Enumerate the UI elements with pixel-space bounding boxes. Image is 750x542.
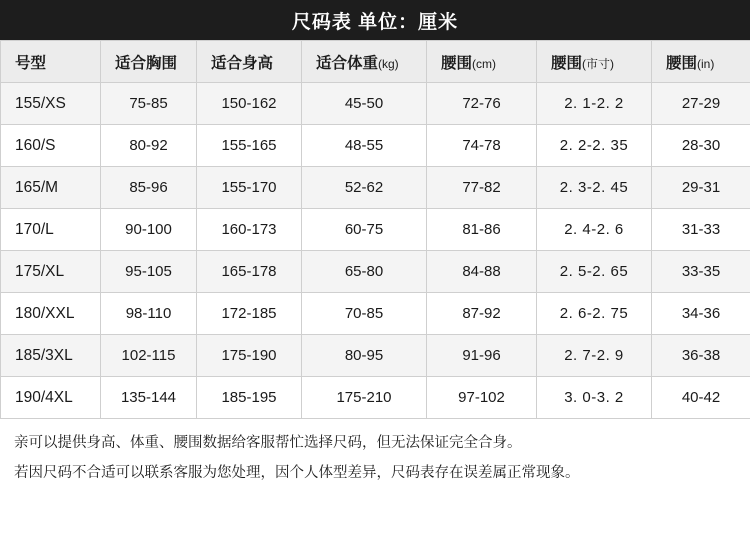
cell-bust: 75-85 [101, 83, 197, 125]
cell-bust: 95-105 [101, 251, 197, 293]
cell-waist-cun: 2. 6-2. 75 [537, 293, 652, 335]
cell-waist-in: 33-35 [652, 251, 750, 293]
notes-section [0, 419, 750, 485]
cell-weight: 52-62 [302, 167, 427, 209]
cell-size: 180/XXL [1, 293, 101, 335]
cell-height: 175-190 [197, 335, 302, 377]
cell-waist-cun: 2. 2-2. 35 [537, 125, 652, 167]
cell-waist-cm: 74-78 [427, 125, 537, 167]
column-header-bust: 适合胸围 [101, 41, 197, 83]
cell-weight: 175-210 [302, 377, 427, 419]
cell-weight: 80-95 [302, 335, 427, 377]
table-row [1, 209, 750, 251]
column-header-waist-in: 腰围(in) [652, 41, 750, 83]
cell-waist-in: 36-38 [652, 335, 750, 377]
column-unit: (kg) [378, 56, 399, 71]
cell-bust: 98-110 [101, 293, 197, 335]
cell-waist-cm: 87-92 [427, 293, 537, 335]
size-chart-table [0, 40, 750, 419]
cell-bust: 135-144 [101, 377, 197, 419]
column-unit: (cm) [472, 56, 497, 71]
cell-waist-cm: 97-102 [427, 377, 537, 419]
page-title-bar [0, 0, 750, 40]
column-unit: (in) [697, 56, 715, 71]
table-header-row [1, 41, 750, 83]
cell-bust: 90-100 [101, 209, 197, 251]
cell-size: 190/4XL [1, 377, 101, 419]
cell-bust: 102-115 [101, 335, 197, 377]
note-line-1: 亲可以提供身高、体重、腰围数据给客服帮忙选择尺码，但无法保证完全合身。 [14, 435, 522, 451]
table-row [1, 83, 750, 125]
column-header-height: 适合身高 [197, 41, 302, 83]
cell-waist-cm: 72-76 [427, 83, 537, 125]
cell-waist-in: 40-42 [652, 377, 750, 419]
table-row [1, 167, 750, 209]
table-row [1, 335, 750, 377]
cell-waist-cm: 81-86 [427, 209, 537, 251]
cell-height: 185-195 [197, 377, 302, 419]
cell-waist-cm: 91-96 [427, 335, 537, 377]
cell-height: 172-185 [197, 293, 302, 335]
table-row [1, 377, 750, 419]
cell-waist-cun: 2. 3-2. 45 [537, 167, 652, 209]
cell-size: 165/M [1, 167, 101, 209]
cell-waist-in: 29-31 [652, 167, 750, 209]
cell-waist-cun: 2. 7-2. 9 [537, 335, 652, 377]
cell-waist-cun: 3. 0-3. 2 [537, 377, 652, 419]
cell-waist-cm: 84-88 [427, 251, 537, 293]
cell-waist-in: 34-36 [652, 293, 750, 335]
note-line-2: 若因尺码不合适可以联系客服为您处理，因个人体型差异，尺码表存在误差属正常现象。 [14, 464, 580, 481]
cell-bust: 85-96 [101, 167, 197, 209]
table-body [1, 83, 750, 419]
table-row [1, 251, 750, 293]
cell-height: 150-162 [197, 83, 302, 125]
cell-weight: 45-50 [302, 83, 427, 125]
cell-waist-in: 27-29 [652, 83, 750, 125]
cell-weight: 65-80 [302, 251, 427, 293]
page-title: 尺码表 单位：厘米 [291, 11, 459, 33]
cell-height: 155-170 [197, 167, 302, 209]
cell-size: 155/XS [1, 83, 101, 125]
cell-size: 185/3XL [1, 335, 101, 377]
cell-waist-in: 28-30 [652, 125, 750, 167]
cell-waist-cm: 77-82 [427, 167, 537, 209]
column-unit: (市寸) [582, 56, 615, 71]
cell-weight: 48-55 [302, 125, 427, 167]
cell-bust: 80-92 [101, 125, 197, 167]
cell-size: 175/XL [1, 251, 101, 293]
cell-size: 160/S [1, 125, 101, 167]
cell-waist-in: 31-33 [652, 209, 750, 251]
column-header-weight: 适合体重(kg) [302, 41, 427, 83]
cell-height: 160-173 [197, 209, 302, 251]
table-header [1, 41, 750, 83]
cell-weight: 60-75 [302, 209, 427, 251]
table-row [1, 293, 750, 335]
column-header-waist-cun: 腰围(市寸) [537, 41, 652, 83]
cell-waist-cun: 2. 4-2. 6 [537, 209, 652, 251]
column-header-size: 号型 [1, 41, 101, 83]
cell-waist-cun: 2. 1-2. 2 [537, 83, 652, 125]
cell-height: 155-165 [197, 125, 302, 167]
cell-waist-cun: 2. 5-2. 65 [537, 251, 652, 293]
cell-height: 165-178 [197, 251, 302, 293]
cell-size: 170/L [1, 209, 101, 251]
column-header-waist-cm: 腰围(cm) [427, 41, 537, 83]
cell-weight: 70-85 [302, 293, 427, 335]
table-row [1, 125, 750, 167]
